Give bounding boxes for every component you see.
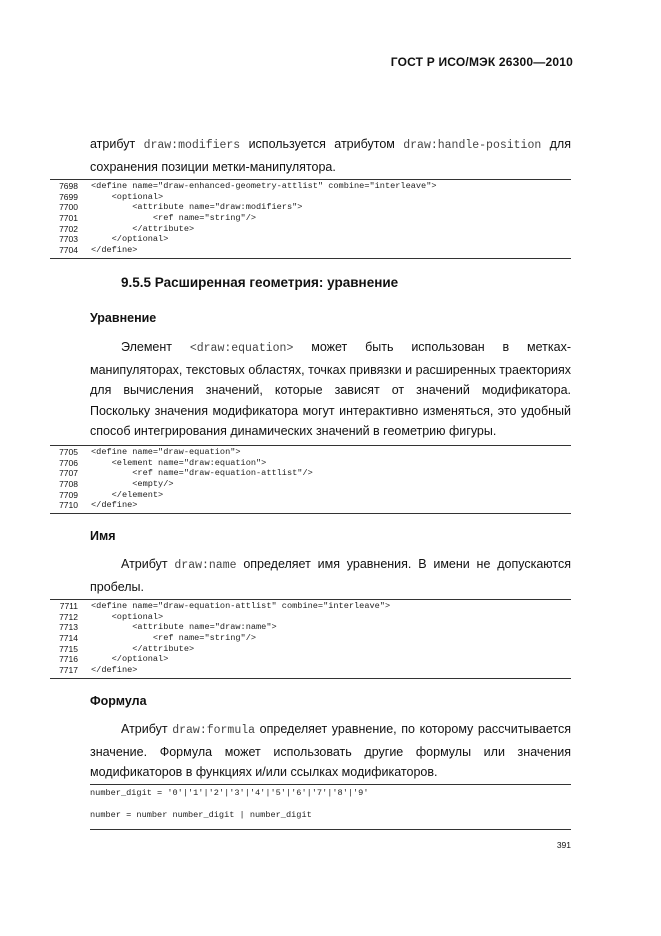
code-line: 7706 <element name="draw:equation"> bbox=[59, 457, 267, 468]
code-line: 7700 <attribute name="draw:modifiers"> bbox=[59, 202, 303, 213]
code-line: 7716 </optional> bbox=[59, 654, 169, 665]
code-line: 7713 <attribute name="draw:name"> bbox=[59, 622, 277, 633]
grammar-line-number-digit: number_digit = '0'|'1'|'2'|'3'|'4'|'5'|'6'|'7'|'8'|'9' bbox=[90, 788, 369, 798]
code-line: 7714 <ref name="string"/> bbox=[59, 633, 257, 644]
inline-code-handle-position: draw:handle-position bbox=[403, 139, 542, 152]
name-paragraph: Атрибут draw:name определяет имя уравнения. В имени не допускаются пробелы. bbox=[90, 557, 571, 594]
inline-code-draw-name: draw:name bbox=[174, 559, 237, 572]
grammar-line-number: number = number number_digit | number_digit bbox=[90, 810, 312, 820]
code-block-3 bbox=[50, 599, 571, 679]
code-line: 7701 <ref name="string"/> bbox=[59, 213, 257, 224]
code-line: 7699 <optional> bbox=[59, 191, 164, 202]
code-line: 7709 </element> bbox=[59, 489, 164, 500]
inline-code-draw-equation: <draw:equation> bbox=[189, 342, 294, 355]
inline-code-modifiers: draw:modifiers bbox=[143, 139, 241, 152]
code-line: 7708 <empty/> bbox=[59, 479, 174, 490]
grammar-block bbox=[90, 784, 571, 830]
heading-formula: Формула bbox=[90, 694, 147, 708]
code-line: 7705 <define name="draw-equation"> bbox=[59, 447, 241, 457]
formula-paragraph: Атрибут draw:formula определяет уравнение, по которому рассчитывается значение. Формула может использовать другие формулы или значения модификаторов в функциях и/или ссылках модификаторов. bbox=[90, 722, 571, 780]
section-title: 9.5.5 Расширенная геометрия: уравнение bbox=[121, 275, 399, 290]
code-line: 7698 <define name="draw-enhanced-geometry-attlist" combine="interleave"> bbox=[59, 181, 437, 191]
code-line: 7703 </optional> bbox=[59, 234, 169, 245]
inline-code-draw-formula: draw:formula bbox=[172, 724, 256, 737]
code-line: 7710 </define> bbox=[59, 500, 138, 511]
page-number: 391 bbox=[556, 840, 571, 850]
code-line: 7715 </attribute> bbox=[59, 643, 195, 654]
code-line: 7707 <ref name="draw-equation-attlist"/> bbox=[59, 468, 313, 479]
code-line: 7711 <define name="draw-equation-attlist" combine="interleave"> bbox=[59, 601, 391, 611]
code-line: 7704 </define> bbox=[59, 245, 138, 256]
heading-equation: Уравнение bbox=[90, 311, 157, 325]
document-header: ГОСТ Р ИСО/МЭК 26300—2010 bbox=[390, 55, 573, 69]
code-block-1 bbox=[50, 179, 571, 259]
intro-paragraph: атрибут draw:modifiers используется атрибутом draw:handle-position для сохранения позиции метки-манипулятора. bbox=[90, 137, 571, 174]
code-line: 7702 </attribute> bbox=[59, 223, 195, 234]
code-line: 7712 <optional> bbox=[59, 611, 164, 622]
heading-name: Имя bbox=[90, 529, 116, 543]
code-line: 7717 </define> bbox=[59, 665, 138, 676]
code-block-2 bbox=[50, 445, 571, 514]
equation-paragraph: Элемент <draw:equation> может быть использован в метках-манипуляторах, текстовых областях, точках привязки и расширенных траекториях для вычисления значений, которые зависят от значений модификатора. Поскольку значения модификатора могут интерактивно изменяться, это удобный способ интегрирования динамических значений в геометрию фигуры. bbox=[90, 340, 571, 439]
